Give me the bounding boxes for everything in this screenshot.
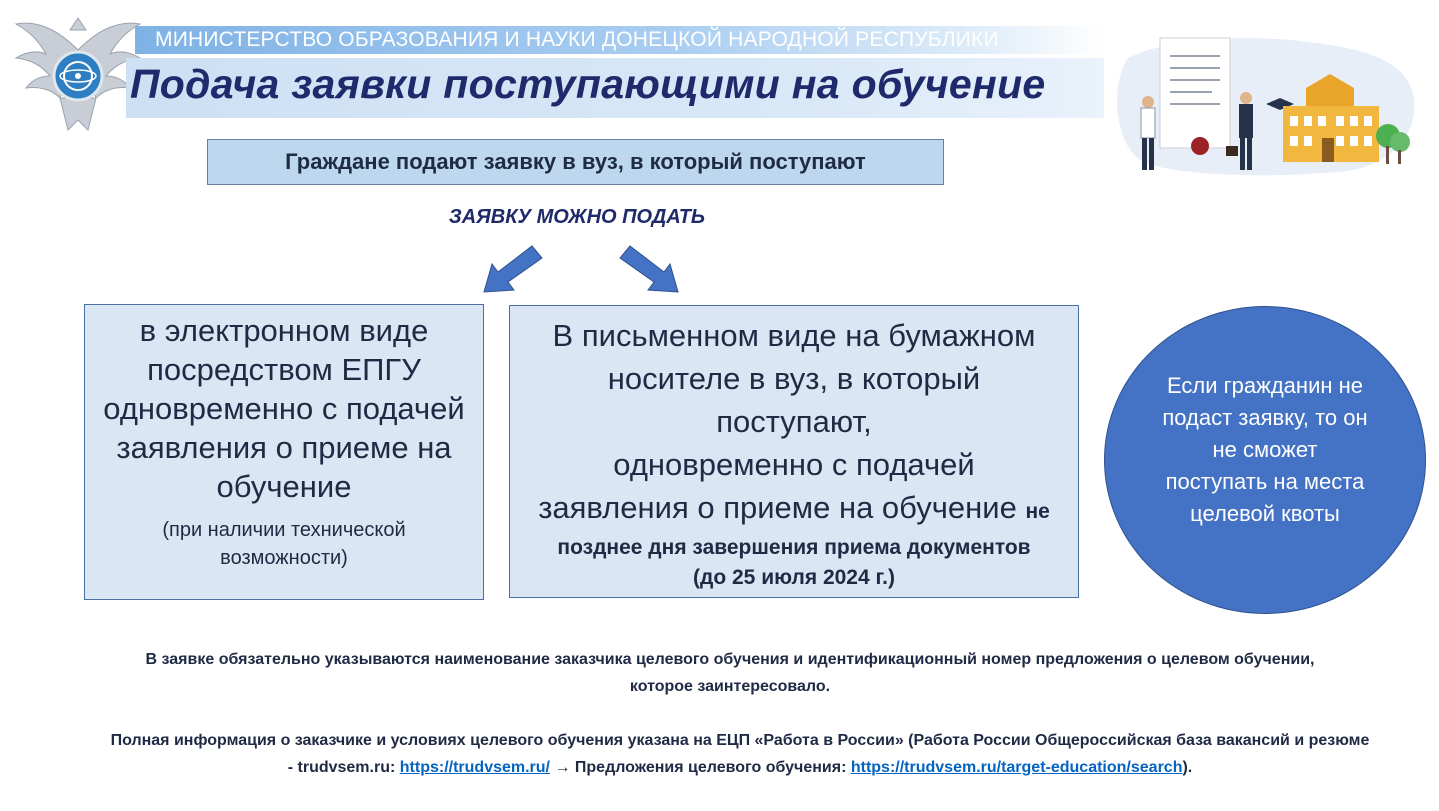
option-paper-inline-bold: не	[1025, 500, 1050, 523]
option-electronic-note: (при наличии технической возможности)	[162, 519, 406, 569]
subheading-box: Граждане подают заявку в вуз, в который поступают	[207, 139, 944, 185]
footer-note-required-fields: В заявке обязательно указываются наименование заказчика целевого обучения и идентификационный номер предложения о целевом обучении, которое заинтересовало.	[145, 651, 1315, 695]
warning-circle	[1104, 306, 1426, 614]
warning-text: Если гражданин не подаст заявку, то он не сможет поступать на места целевой квоты	[1162, 373, 1368, 526]
footer-note-info-text: Полная информация о заказчике и условиях целевого обучения указана на ЕЦП «Работа в России» (Работа России Общероссийская база вакансий и резюме - trudvsem.ru	[110, 732, 1370, 776]
footer-note-end: ).	[1182, 759, 1193, 776]
option-paper-deadline-date: (до 25 июля 2024 г.)	[693, 566, 895, 589]
option-paper-line-1: В письменном виде на бумажном	[552, 318, 1036, 353]
admission-illustration	[1108, 28, 1420, 178]
option-paper-box	[509, 305, 1079, 598]
target-education-link[interactable]: https://trudvsem.ru/target-education/search	[850, 759, 1183, 776]
page-title: Подача заявки поступающими на обучение	[130, 61, 1046, 107]
arrow-down-right-icon	[620, 246, 678, 292]
option-electronic-box	[84, 304, 484, 600]
option-paper-line-3: поступают,	[716, 404, 872, 439]
can-submit-heading: ЗАЯВКУ МОЖНО ПОДАТЬ	[448, 206, 706, 228]
option-paper-line-4: одновременно с подачей	[613, 447, 975, 482]
option-paper-line-5: заявления о приеме на обучение	[538, 490, 1017, 525]
ministry-name: МИНИСТЕРСТВО ОБРАЗОВАНИЯ И НАУКИ ДОНЕЦКОЙ НАРОДНОЙ РЕСПУБЛИКИ	[155, 28, 999, 51]
footer-target-label: Предложения целевого обучения:	[574, 759, 851, 776]
option-paper-line-2: носителе в вуз, в который	[607, 361, 981, 396]
arrow-down-left-icon	[484, 246, 542, 292]
arrow-right-icon: →	[550, 759, 575, 776]
option-electronic-text: в электронном виде посредством ЕПГУ одновременно с подачей заявления о приеме на обучение	[103, 313, 465, 504]
footer-colon: :	[389, 759, 400, 776]
trudvsem-link[interactable]: https://trudvsem.ru/	[399, 759, 550, 776]
arrows	[470, 240, 700, 300]
footer-note-info	[110, 727, 1370, 781]
option-paper-deadline-line: позднее дня завершения приема документов	[557, 536, 1031, 559]
